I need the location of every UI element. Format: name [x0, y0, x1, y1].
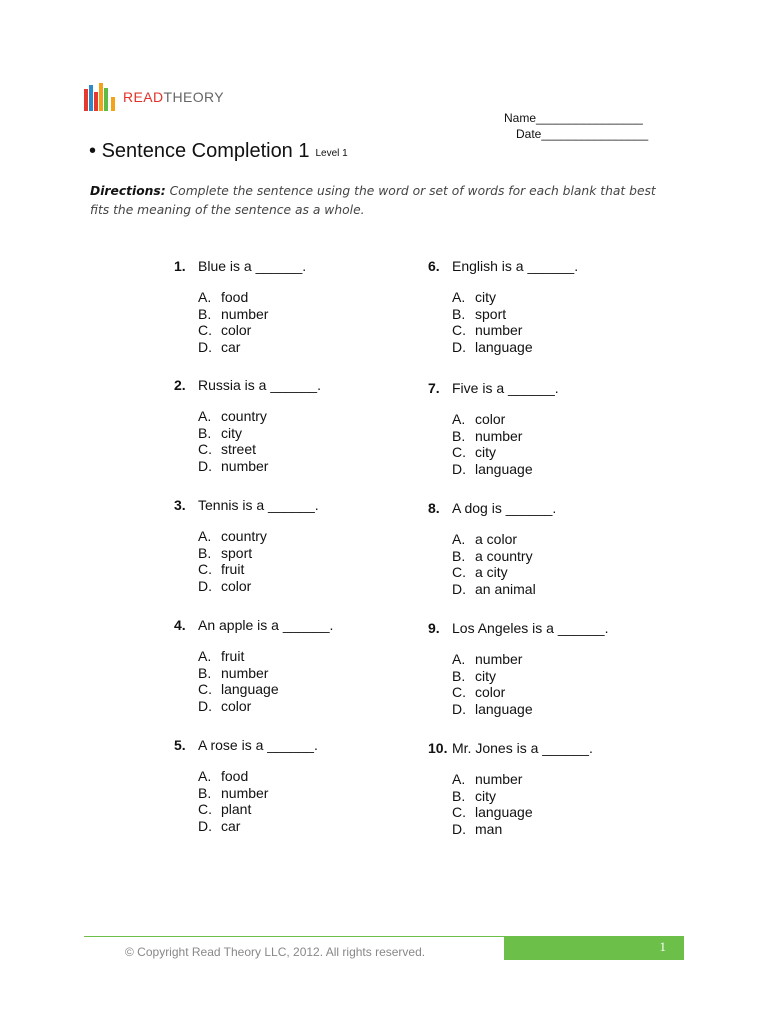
answer-option — [452, 306, 578, 323]
option-text: a country — [475, 547, 533, 564]
option-text: number — [475, 771, 523, 787]
question-number: 10. — [428, 740, 448, 756]
answer-option — [452, 531, 556, 548]
option-letter: C. — [198, 561, 212, 578]
brand-name — [123, 89, 224, 105]
option-text: country — [221, 408, 267, 424]
answer-option — [198, 289, 306, 306]
option-text: language — [475, 338, 533, 355]
option-letter: D. — [198, 457, 212, 474]
option-text: color — [475, 411, 506, 427]
option-letter: C. — [198, 441, 212, 458]
page-number: 1 — [659, 939, 666, 954]
option-letter: B. — [452, 427, 466, 444]
question-stem: Mr. Jones is a ______. — [452, 740, 593, 756]
option-text: number — [221, 457, 269, 474]
question-7 — [428, 379, 559, 477]
question-number: 4. — [174, 617, 186, 633]
option-letter: D. — [198, 817, 212, 834]
option-letter: D. — [198, 577, 212, 594]
option-text: language — [475, 700, 533, 717]
date-line: Date________________ — [516, 127, 649, 141]
option-letter: D. — [452, 700, 466, 717]
option-text: city — [221, 424, 242, 441]
question-stem: Los Angeles is a ______. — [452, 620, 609, 636]
question-stem: Tennis is a ______. — [198, 497, 319, 513]
option-text: color — [221, 697, 252, 714]
directions — [90, 182, 670, 220]
answer-option — [198, 768, 318, 785]
option-letter: A. — [198, 648, 212, 664]
option-text: number — [221, 664, 269, 681]
option-text: sport — [475, 305, 507, 322]
option-text: a color — [475, 531, 518, 547]
answer-option — [452, 548, 556, 565]
option-text: language — [475, 460, 533, 477]
option-letter: D. — [198, 338, 212, 355]
option-letter: C. — [452, 444, 466, 461]
question-number: 7. — [428, 380, 440, 396]
footer-divider — [84, 936, 504, 937]
option-text: number — [475, 651, 523, 667]
option-letter: A. — [198, 408, 212, 424]
level-label: Level 1 — [315, 148, 348, 159]
question-stem: Russia is a ______. — [198, 377, 321, 393]
answer-option — [452, 428, 559, 445]
option-letter: A. — [452, 411, 466, 427]
answer-option — [198, 458, 321, 475]
option-text: number — [221, 305, 269, 322]
answer-option — [198, 681, 333, 698]
question-number: 9. — [428, 620, 440, 636]
answer-option — [452, 771, 593, 788]
question-stem: Blue is a ______. — [198, 258, 307, 274]
question-number: 3. — [174, 497, 186, 513]
readtheory-logo — [84, 82, 224, 112]
directions-text: Complete the sentence using the word or set of words for each blank that best fits the meaning of the sentence as a whole. — [90, 184, 656, 217]
option-letter: A. — [452, 289, 466, 305]
option-text: fruit — [221, 561, 245, 578]
option-text: city — [475, 444, 496, 461]
option-letter: C. — [452, 564, 466, 581]
option-letter: C. — [198, 322, 212, 339]
directions-label: Directions: — [90, 184, 166, 198]
answer-option — [452, 684, 608, 701]
question-stem: English is a ______. — [452, 258, 579, 274]
question-number: 6. — [428, 258, 440, 274]
answer-option — [452, 651, 608, 668]
answer-option — [198, 425, 321, 442]
option-text: number — [475, 322, 523, 339]
option-letter: B. — [198, 424, 212, 441]
answer-option — [198, 528, 319, 545]
answer-option — [452, 701, 608, 718]
option-letter: B. — [198, 305, 212, 322]
question-4 — [174, 616, 333, 714]
question-number: 2. — [174, 377, 186, 393]
question-5 — [174, 736, 318, 834]
option-text: language — [221, 681, 279, 698]
copyright-notice: © Copyright Read Theory LLC, 2012. All rights reserved. — [125, 945, 426, 959]
option-text: color — [221, 577, 252, 594]
answer-option — [452, 461, 559, 478]
option-text: food — [221, 289, 249, 305]
option-text: city — [475, 289, 496, 305]
answer-option — [198, 441, 321, 458]
option-letter: D. — [452, 580, 466, 597]
option-letter: A. — [452, 771, 466, 787]
title-text: Sentence Completion 1 — [101, 140, 310, 162]
option-letter: C. — [198, 801, 212, 818]
option-text: fruit — [221, 648, 245, 664]
page-number-box — [504, 936, 684, 960]
worksheet-title — [89, 140, 348, 163]
question-number: 5. — [174, 737, 186, 753]
option-letter: B. — [198, 664, 212, 681]
option-letter: B. — [198, 784, 212, 801]
option-text: city — [475, 787, 496, 804]
option-letter: C. — [452, 322, 466, 339]
option-text: color — [221, 322, 252, 339]
answer-option — [452, 564, 556, 581]
option-text: food — [221, 768, 249, 784]
answer-option — [198, 665, 333, 682]
answer-option — [452, 581, 556, 598]
option-text: an animal — [475, 580, 536, 597]
answer-option — [198, 648, 333, 665]
option-letter: A. — [198, 289, 212, 305]
option-text: sport — [221, 544, 253, 561]
answer-option — [452, 339, 578, 356]
option-letter: C. — [198, 681, 212, 698]
question-2 — [174, 376, 321, 474]
question-number: 1. — [174, 258, 186, 274]
option-letter: B. — [452, 305, 466, 322]
option-letter: A. — [452, 531, 466, 547]
option-text: plant — [221, 801, 252, 818]
brand-theory: THEORY — [163, 89, 224, 105]
question-6 — [428, 257, 578, 355]
option-letter: C. — [452, 684, 466, 701]
question-stem: An apple is a ______. — [198, 617, 334, 633]
question-number: 8. — [428, 500, 440, 516]
question-stem: A dog is ______. — [452, 500, 557, 516]
answer-option — [198, 339, 306, 356]
option-letter: C. — [452, 804, 466, 821]
answer-option — [198, 561, 319, 578]
option-letter: D. — [452, 460, 466, 477]
option-letter: A. — [452, 651, 466, 667]
option-letter: B. — [452, 667, 466, 684]
name-date-block — [504, 110, 648, 142]
answer-option — [198, 322, 306, 339]
books-logo-icon — [84, 83, 116, 111]
question-3 — [174, 496, 319, 594]
answer-option — [198, 306, 306, 323]
answer-option — [198, 818, 318, 835]
question-stem: Five is a ______. — [452, 380, 559, 396]
option-letter: D. — [452, 820, 466, 837]
option-text: language — [475, 804, 533, 821]
option-letter: B. — [452, 787, 466, 804]
question-8 — [428, 499, 556, 597]
answer-option — [452, 788, 593, 805]
option-text: number — [221, 784, 269, 801]
answer-option — [452, 322, 578, 339]
answer-option — [452, 804, 593, 821]
option-letter: B. — [452, 547, 466, 564]
option-text: car — [221, 817, 241, 834]
answer-option — [452, 821, 593, 838]
name-line: Name________________ — [504, 111, 643, 125]
answer-option — [198, 785, 318, 802]
option-letter: D. — [452, 338, 466, 355]
option-letter: B. — [198, 544, 212, 561]
answer-option — [198, 545, 319, 562]
option-letter: A. — [198, 528, 212, 544]
option-text: a city — [475, 564, 508, 581]
option-text: car — [221, 338, 241, 355]
question-10 — [428, 739, 593, 837]
option-text: city — [475, 667, 496, 684]
answer-option — [198, 578, 319, 595]
option-text: man — [475, 820, 503, 837]
option-text: street — [221, 441, 257, 458]
question-1 — [174, 257, 306, 355]
question-9 — [428, 619, 608, 717]
answer-option — [198, 698, 333, 715]
answer-option — [452, 411, 559, 428]
brand-read: READ — [123, 89, 164, 105]
answer-option — [452, 668, 608, 685]
title-bullet: • — [89, 140, 97, 162]
question-stem: A rose is a ______. — [198, 737, 318, 753]
option-text: number — [475, 427, 523, 444]
option-letter: A. — [198, 768, 212, 784]
answer-option — [452, 444, 559, 461]
option-text: color — [475, 684, 506, 701]
option-text: country — [221, 528, 267, 544]
answer-option — [198, 801, 318, 818]
option-letter: D. — [198, 697, 212, 714]
answer-option — [452, 289, 578, 306]
answer-option — [198, 408, 321, 425]
